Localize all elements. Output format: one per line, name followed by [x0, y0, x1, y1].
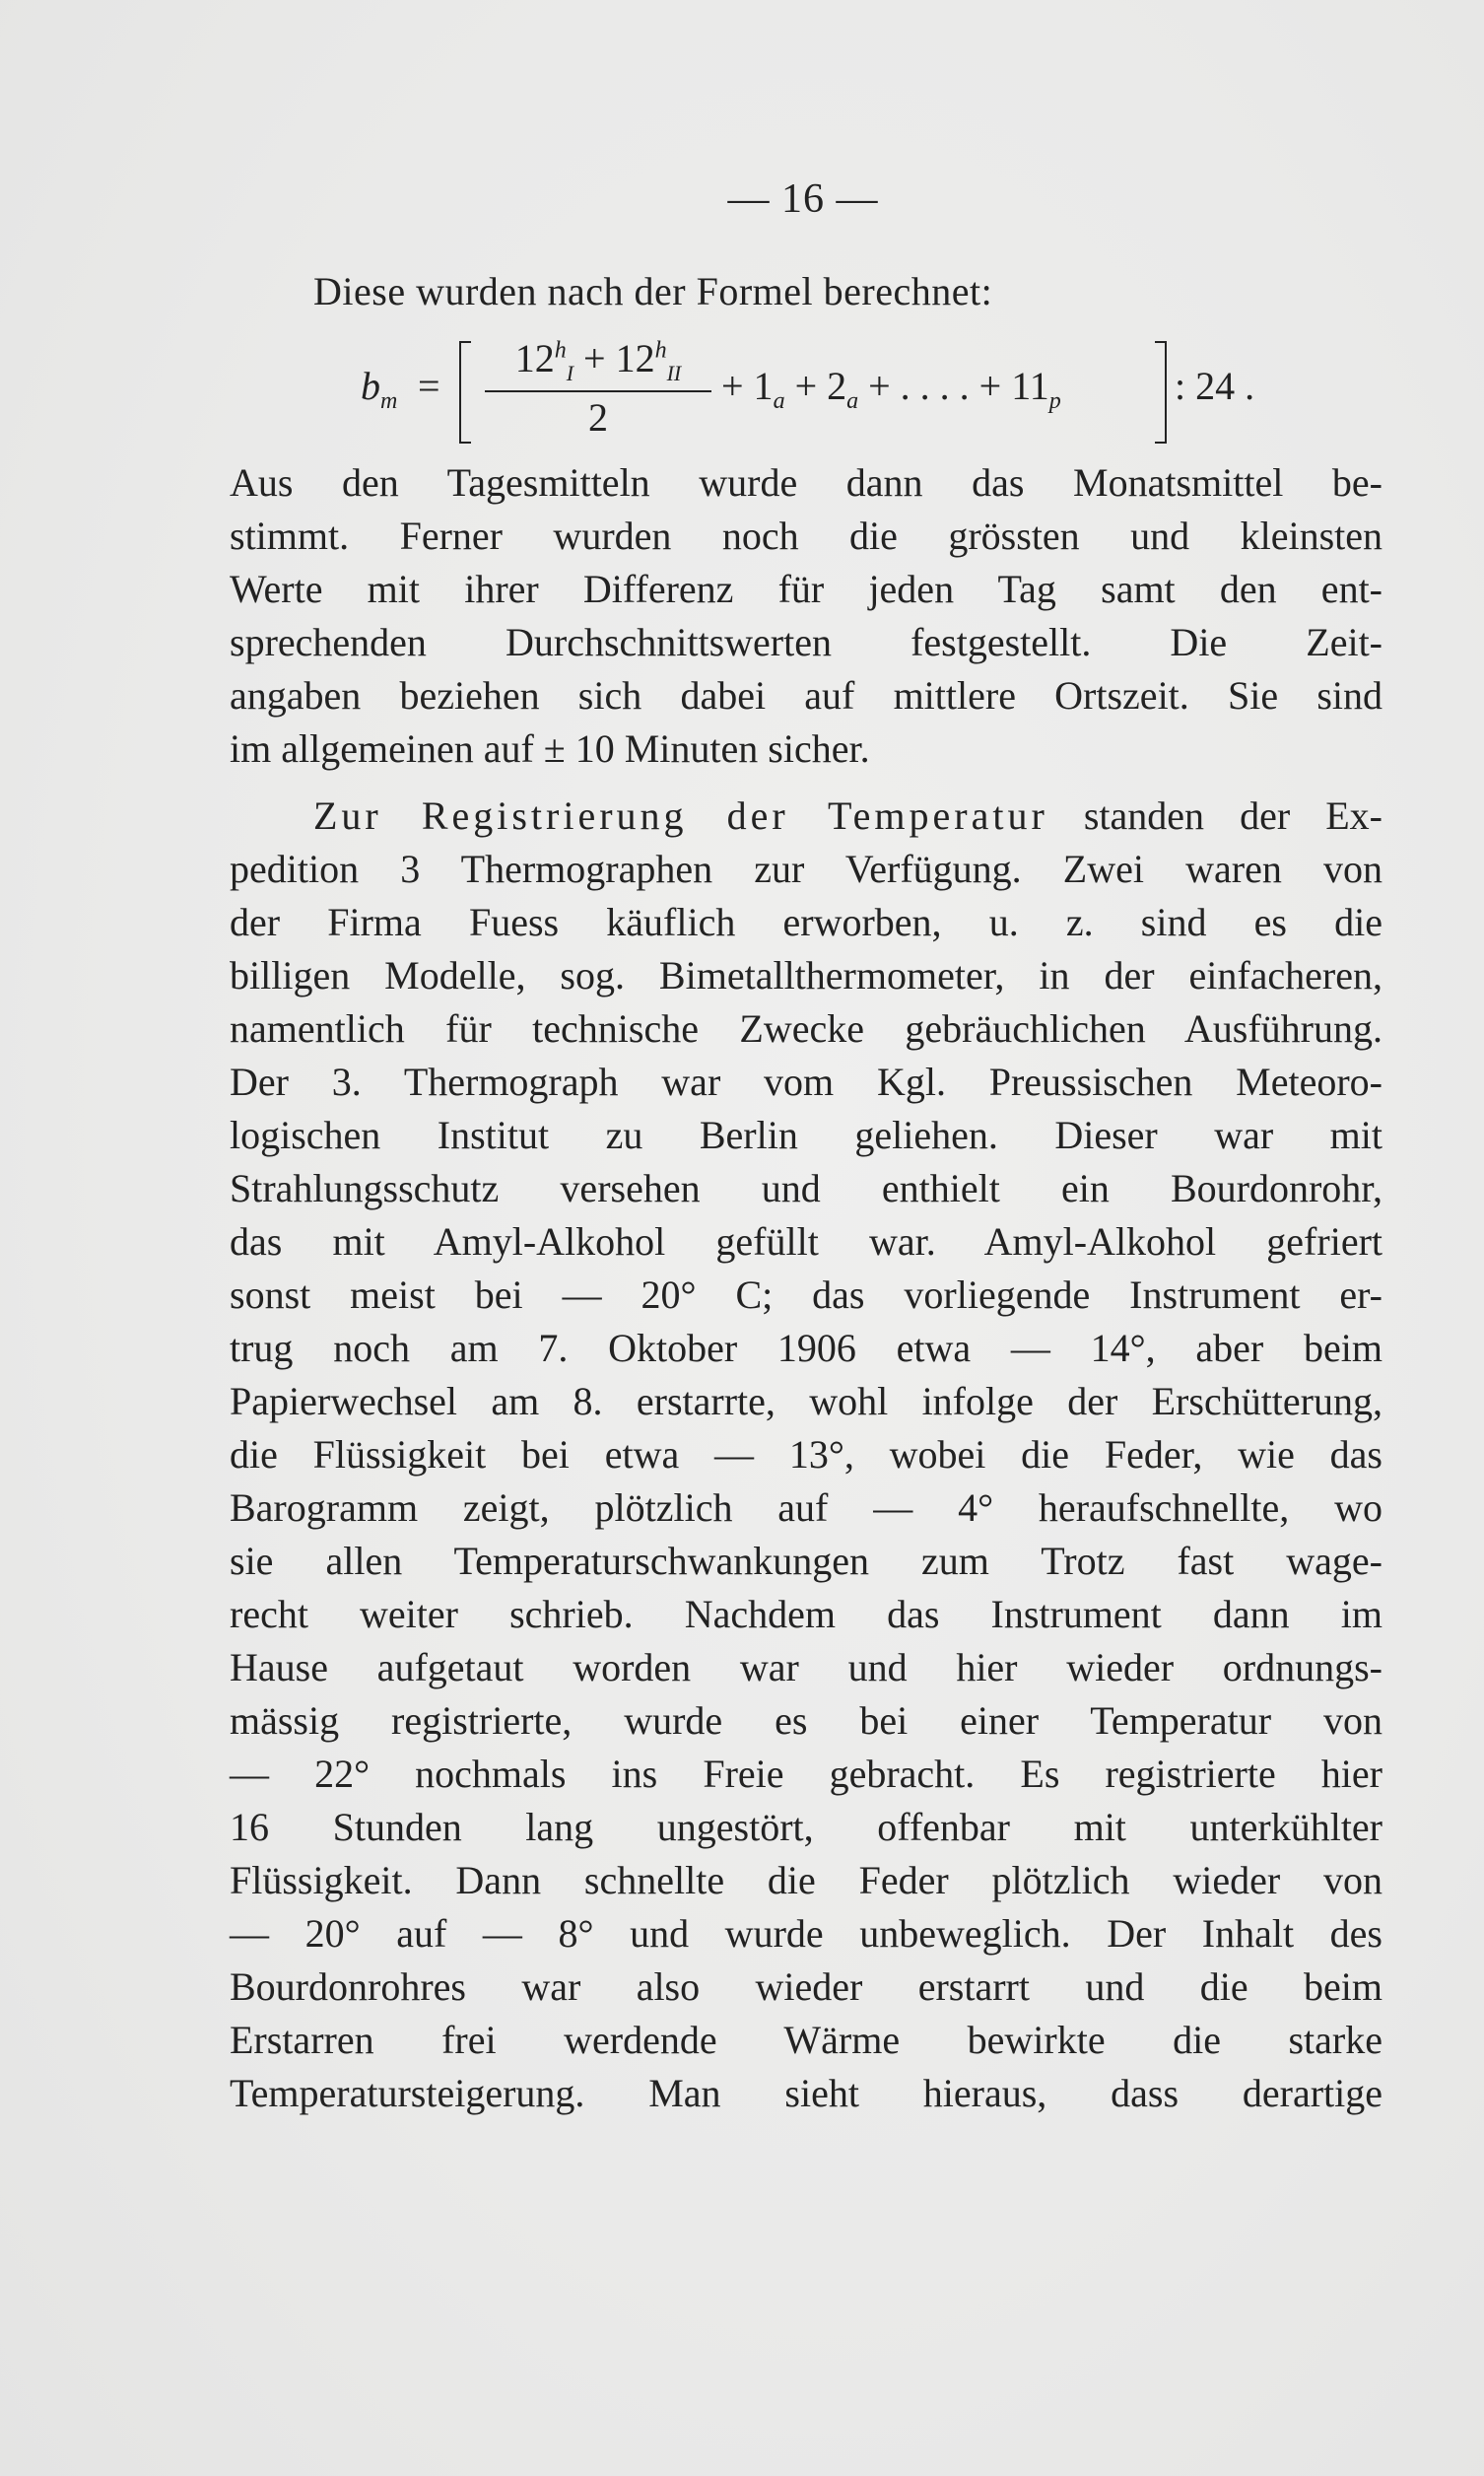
formula-divisor: : 24 . — [1175, 364, 1255, 408]
formula-fraction — [485, 335, 711, 441]
text-line: Bourdonrohres war also wieder erstarrt und die beim — [230, 1964, 1383, 2009]
text-line: Erstarren frei werdende Wärme bewirkte die starke — [230, 2018, 1383, 2062]
text-line: sonst meist bei — 20° C; das vorliegende Instrument er- — [230, 1272, 1383, 1317]
formula-bracket-left — [459, 341, 471, 444]
text-line: Aus den Tagesmitteln wurde dann das Monatsmittel be- — [230, 460, 1383, 505]
text-line: Barogramm zeigt, plötzlich auf — 4° heraufschnellte, wo — [230, 1485, 1383, 1530]
formula-bracket-right — [1155, 341, 1167, 444]
text-line: billigen Modelle, sog. Bimetallthermometer, in der einfacheren, — [230, 953, 1383, 997]
text-line: die Flüssigkeit bei etwa — 13°, wobei die Feder, wie das — [230, 1432, 1383, 1477]
text-line: im allgemeinen auf ± 10 Minuten sicher. — [230, 726, 870, 771]
text-line: das mit Amyl-Alkohol gefüllt war. Amyl-Alkohol gefriert — [230, 1219, 1383, 1264]
formula-sum-terms: + $1_a + 2_a$ + . . . . + $11_p$ — [721, 364, 1061, 414]
formula-numerator: $12^h_I + 12^h_{II}$ — [485, 335, 711, 392]
text-line: Der 3. Thermograph war vom Kgl. Preussischen Meteoro- — [230, 1060, 1383, 1104]
text-line: der Firma Fuess käuflich erworben, u. z. sind es die — [230, 900, 1383, 944]
text-line: trug noch am 7. Oktober 1906 etwa — 14°, aber beim — [230, 1326, 1383, 1370]
text-line: — 20° auf — 8° und wurde unbeweglich. Der Inhalt des — [230, 1911, 1383, 1956]
text-line: mässig registrierte, wurde es bei einer Temperatur von — [230, 1698, 1383, 1743]
text-line: — 22° nochmals ins Freie gebracht. Es registrierte hier — [230, 1752, 1383, 1796]
text-line: sie allen Temperaturschwankungen zum Trotz fast wage- — [230, 1539, 1383, 1583]
text-line: Strahlungsschutz versehen und enthielt ein Bourdonrohr, — [230, 1166, 1383, 1210]
page-number: — 16 — — [727, 176, 879, 222]
formula-denominator: 2 — [588, 395, 608, 440]
text-line: namentlich für technische Zwecke gebräuchlichen Ausführung. — [230, 1006, 1383, 1051]
text-line: pedition 3 Thermographen zur Verfügung. Zwei waren von — [230, 847, 1383, 891]
text-line: Papierwechsel am 8. erstarrte, wohl infolge der Erschütterung, — [230, 1379, 1383, 1423]
text-line: Hause aufgetaut worden war und hier wieder ordnungs- — [230, 1645, 1383, 1689]
text-line: Zur Registrierung der Temperatur standen der Ex- — [313, 793, 1383, 838]
text-line: Werte mit ihrer Differenz für jeden Tag samt den ent- — [230, 567, 1383, 611]
text-line: logischen Institut zu Berlin geliehen. Dieser war mit — [230, 1113, 1383, 1157]
formula — [361, 335, 1385, 453]
text-line: stimmt. Ferner wurden noch die grössten und kleinsten — [230, 514, 1383, 558]
formula-lhs: $b_m$ — [361, 364, 398, 414]
text-line: recht weiter schrieb. Nachdem das Instrument dann im — [230, 1592, 1383, 1636]
text-line: Temperatursteigerung. Man sieht hieraus, dass derartige — [230, 2071, 1383, 2115]
text-line: Flüssigkeit. Dann schnellte die Feder plötzlich wieder von — [230, 1858, 1383, 1902]
text-line: angaben beziehen sich dabei auf mittlere Ortszeit. Sie sind — [230, 673, 1383, 718]
text-line: 16 Stunden lang ungestört, offenbar mit unterkühlter — [230, 1805, 1383, 1849]
formula-equals: = — [418, 364, 440, 408]
intro-line: Diese wurden nach der Formel berechnet: — [313, 269, 993, 313]
spaced-heading-text: Zur Registrierung der Temperatur — [313, 793, 1048, 838]
text-line: sprechenden Durchschnittswerten festgestellt. Die Zeit- — [230, 620, 1383, 664]
